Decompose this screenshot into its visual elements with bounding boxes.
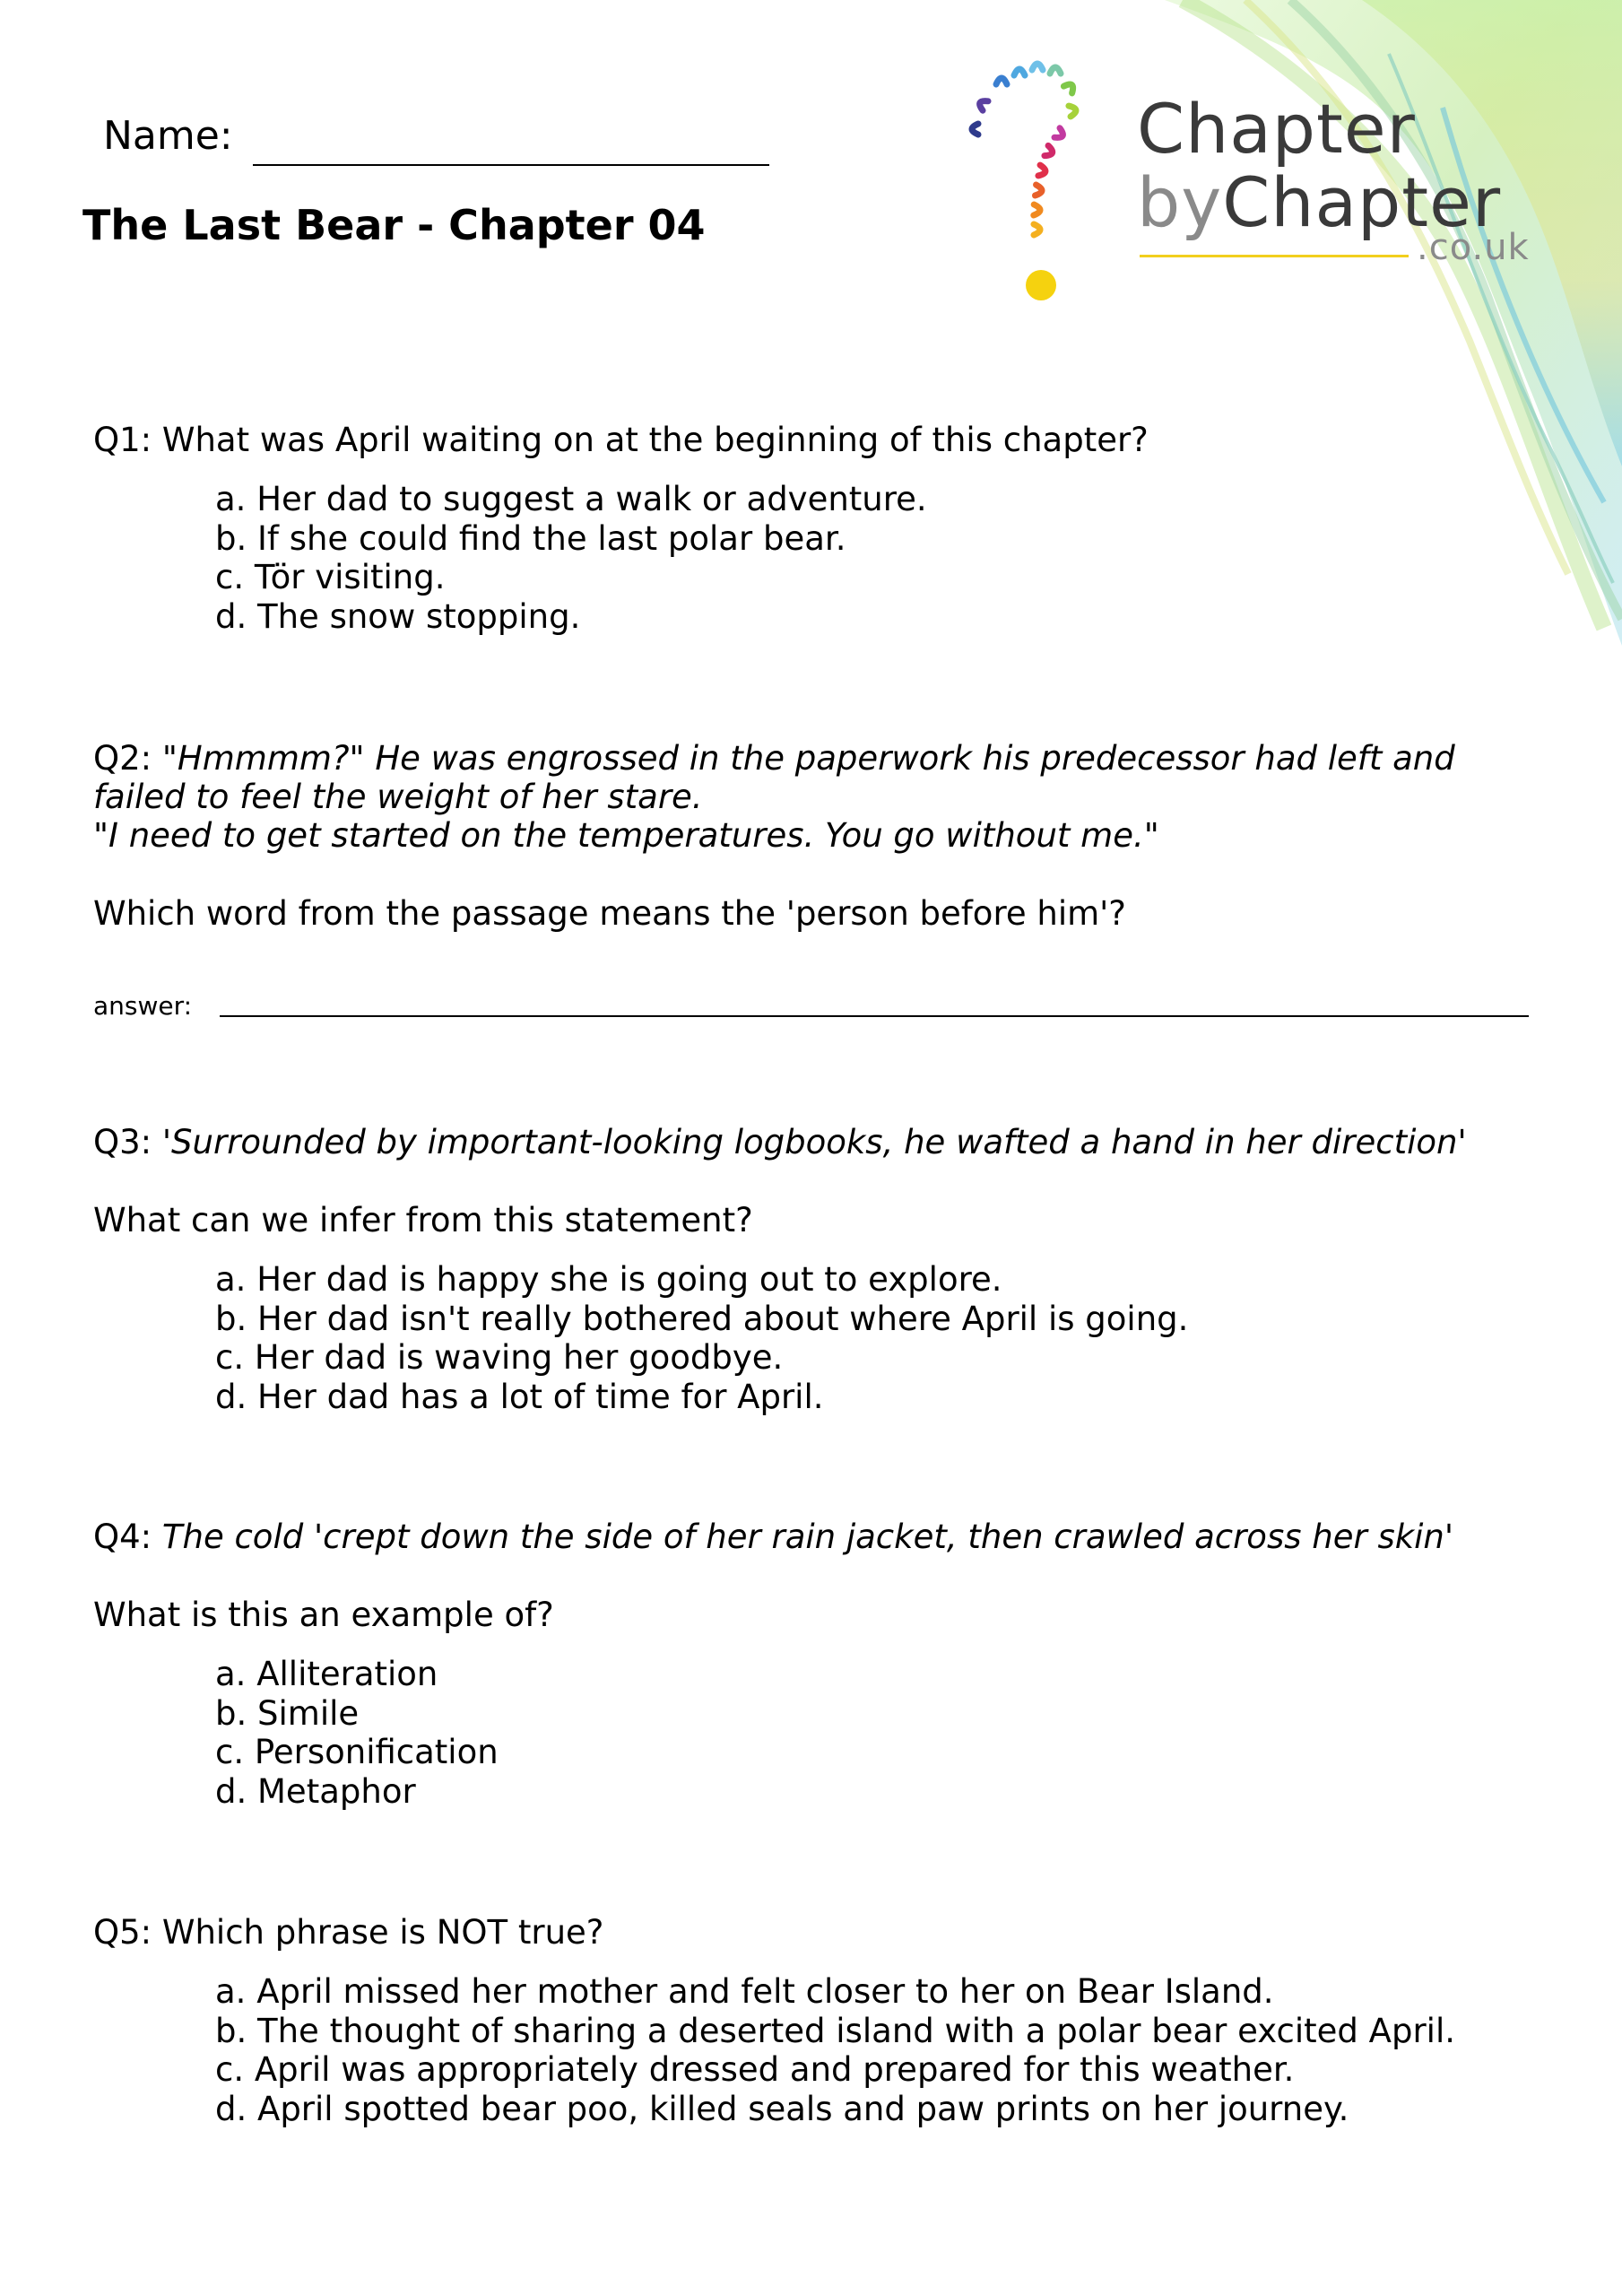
option-q3-b[interactable]: b. Her dad isn't really bothered about where April is going. bbox=[215, 1299, 1189, 1338]
question-2-question: Which word from the passage means the 'person before him'? bbox=[93, 894, 1126, 933]
question-1 bbox=[93, 421, 1149, 459]
question-2-quote-1: "Hmmmm?" He was engrossed in the paperwork his predecessor had left and bbox=[161, 739, 1455, 778]
answer-field-line[interactable] bbox=[220, 1015, 1529, 1017]
option-q1-a[interactable]: a. Her dad to suggest a walk or adventure. bbox=[215, 480, 927, 518]
book-question-mark-icon bbox=[955, 54, 1134, 314]
brand-domain: .co.uk bbox=[1417, 227, 1530, 268]
option-q3-d[interactable]: d. Her dad has a lot of time for April. bbox=[215, 1377, 824, 1416]
option-q1-d[interactable]: d. The snow stopping. bbox=[215, 596, 581, 636]
option-q5-a[interactable]: a. April missed her mother and felt closer to her on Bear Island. bbox=[215, 1972, 1274, 2011]
question-5-options bbox=[215, 1972, 1455, 2128]
option-q5-b[interactable]: b. The thought of sharing a deserted island with a polar bear excited April. bbox=[215, 2011, 1455, 2050]
option-q4-b[interactable]: b. Simile bbox=[215, 1693, 360, 1733]
brand-word-by: by bbox=[1137, 162, 1223, 242]
option-q4-c[interactable]: c. Personification bbox=[215, 1733, 499, 1771]
name-label: Name: bbox=[103, 113, 233, 159]
question-5-text: Q5: Which phrase is NOT true? bbox=[93, 1913, 604, 1952]
question-2-quote-line-3: "I need to get started on the temperatures. You go without me." bbox=[93, 816, 1159, 855]
question-3-options bbox=[215, 1260, 1188, 1416]
question-3-quote: 'Surrounded by important-looking logbooks, he wafted a hand in her direction' bbox=[161, 1123, 1467, 1161]
question-2 bbox=[93, 739, 1455, 855]
brand-underline bbox=[1140, 255, 1409, 257]
question-3-prefix: Q3: bbox=[93, 1123, 162, 1161]
question-1-options bbox=[215, 480, 927, 636]
brand-word-chapter: Chapter bbox=[1137, 89, 1416, 169]
question-5 bbox=[93, 1913, 603, 1952]
brand-word-chapter-2: Chapter bbox=[1222, 162, 1502, 242]
chapter-by-chapter-logo bbox=[955, 54, 1547, 314]
option-q1-c[interactable]: c. Tör visiting. bbox=[215, 558, 446, 596]
question-1-text: Q1: What was April waiting on at the beginning of this chapter? bbox=[93, 421, 1149, 459]
question-3-text bbox=[93, 1123, 1467, 1161]
option-q3-a[interactable]: a. Her dad is happy she is going out to explore. bbox=[215, 1260, 1002, 1299]
option-q4-d[interactable]: d. Metaphor bbox=[215, 1771, 416, 1811]
question-4-question: What is this an example of? bbox=[93, 1596, 554, 1634]
question-2-prefix: Q2: bbox=[93, 739, 162, 778]
question-4-text bbox=[93, 1518, 1453, 1556]
option-q1-b[interactable]: b. If she could find the last polar bear. bbox=[215, 518, 846, 558]
option-q5-d[interactable]: d. April spotted bear poo, killed seals and paw prints on her journey. bbox=[215, 2089, 1349, 2128]
question-2-quote-line-2: failed to feel the weight of her stare. bbox=[93, 778, 703, 816]
worksheet-title: The Last Bear - Chapter 04 bbox=[82, 201, 706, 249]
name-field-line[interactable] bbox=[253, 164, 769, 166]
option-q4-a[interactable]: a. Alliteration bbox=[215, 1655, 438, 1693]
question-4-prefix: Q4: bbox=[93, 1518, 162, 1556]
question-4-options bbox=[215, 1655, 499, 1811]
question-2-quote-line-1 bbox=[93, 739, 1455, 778]
question-3-question: What can we infer from this statement? bbox=[93, 1201, 753, 1239]
question-4-quote: The cold 'crept down the side of her rain jacket, then crawled across her skin' bbox=[161, 1518, 1454, 1556]
answer-label: answer: bbox=[93, 991, 193, 1021]
option-q5-c[interactable]: c. April was appropriately dressed and prepared for this weather. bbox=[215, 2050, 1295, 2089]
question-3 bbox=[93, 1123, 1467, 1161]
question-4 bbox=[93, 1518, 1453, 1556]
option-q3-c[interactable]: c. Her dad is waving her goodbye. bbox=[215, 1338, 784, 1377]
